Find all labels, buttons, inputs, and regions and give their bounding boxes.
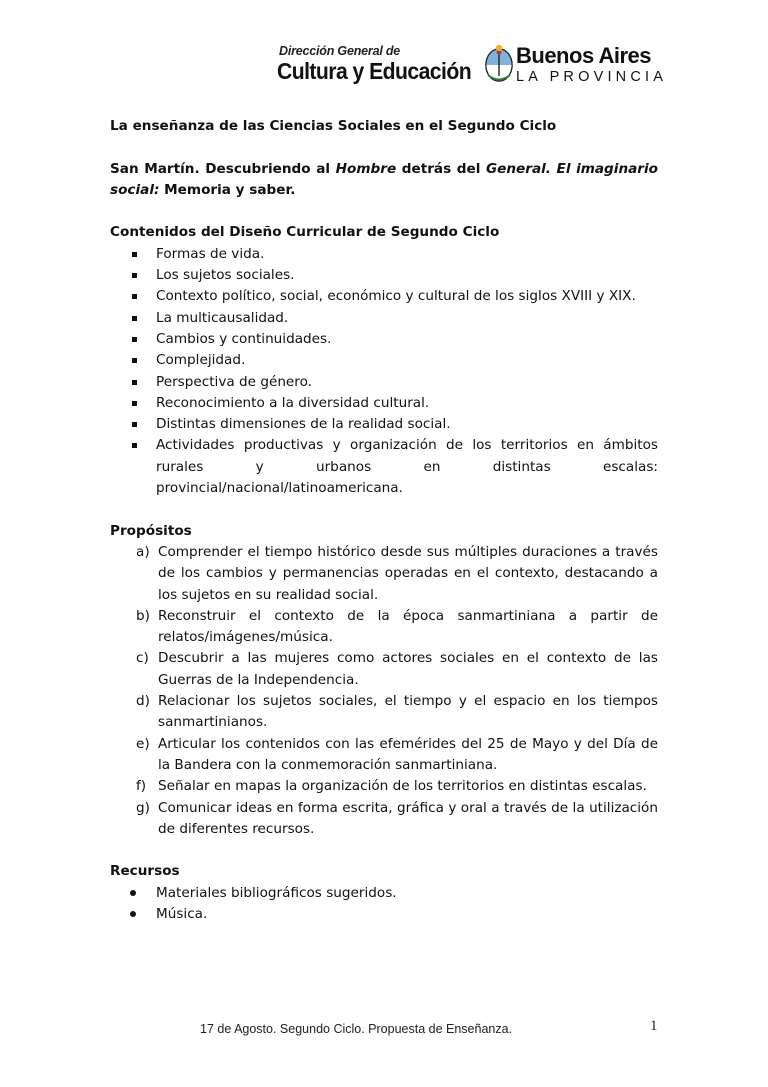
list-item: e) Articular los contenidos con las efemérides del 25 de Mayo y del Día de la Bandera con la conmemoración sanmartiniana. [136,735,658,773]
org-line1: Dirección General de [279,44,401,58]
list-item: Cambios y continuidades. [110,329,658,350]
document-body [110,116,658,925]
list-item: d) Relacionar los sujetos sociales, el tiempo y el espacio en los tiempos sanmartinianos. [136,693,658,731]
prov-line2: LA PROVINCIA [516,69,668,85]
square-bullet-icon [132,443,137,448]
list-item: g) Comunicar ideas en forma escrita, gráfica y oral a través de la utilización de diferentes recursos. [136,799,658,837]
recursos-heading: Recursos [110,863,180,880]
square-bullet-icon [132,252,137,257]
list-item: Contexto político, social, económico y cultural de los siglos XVIII y XIX. [110,286,658,307]
round-bullet-icon [130,890,136,896]
propositos-list [110,542,658,840]
recursos-list [110,883,658,926]
document-title: La enseñanza de las Ciencias Sociales en el Segundo Ciclo [110,118,557,134]
square-bullet-icon [132,294,137,299]
square-bullet-icon [132,401,137,406]
list-item: Actividades productivas y organización de los territorios en ámbitos rurales y urbanos en distintas escalas: provincial/nacional/latinoamericana. [110,435,658,499]
page-footer: 17 de Agosto. Segundo Ciclo. Propuesta de Enseñanza. [200,1022,513,1036]
list-item: Distintas dimensiones de la realidad social. [110,414,658,435]
list-item: Reconocimiento a la diversidad cultural. [110,393,658,414]
list-item: La multicausalidad. [110,308,658,329]
prov-line1: Buenos Aires [516,43,652,68]
subtitle-part-2: Hombre [335,160,397,177]
list-item: f) Señalar en mapas la organización de los territorios en distintas escalas. [136,778,647,795]
page-number: 1 [650,1018,658,1034]
square-bullet-icon [132,273,137,278]
province-emblem-icon [484,44,514,84]
square-bullet-icon [132,358,137,363]
contenidos-heading: Contenidos del Diseño Curricular de Segundo Ciclo [110,224,500,241]
list-item: c) Descubrir a las mujeres como actores sociales en el contexto de las Guerras de la Independencia. [136,650,658,688]
org-line2: Cultura y Educación [277,58,472,84]
list-item: Materiales bibliográficos sugeridos. [110,883,658,904]
propositos-heading: Propósitos [110,522,192,539]
round-bullet-icon [130,911,136,917]
list-item: b) Reconstruir el contexto de la época sanmartiniana a partir de relatos/imágenes/música. [136,607,658,646]
subtitle-part-5: Memoria y saber. [159,181,296,198]
subtitle-part-1: San Martín. Descubriendo al [110,160,336,177]
list-item: Música. [110,904,658,925]
subtitle-part-3: detrás del [396,160,486,177]
square-bullet-icon [132,422,137,427]
list-item: a) Comprender el tiempo histórico desde sus múltiples duraciones a través de los cambios y permanencias operadas en el contexto, destacando a los sujetos en su realidad social. [136,543,658,603]
document-subtitle [110,159,658,202]
square-bullet-icon [132,316,137,321]
direccion-general-logo [277,44,477,89]
square-bullet-icon [132,337,137,342]
list-item: Perspectiva de género. [110,372,658,393]
list-item: Formas de vida. [110,244,658,265]
list-item: Complejidad. [110,350,658,371]
subtitle-part-4: General. El imaginario social: [110,160,659,198]
list-item: Los sujetos sociales. [110,265,658,286]
contenidos-list [110,244,658,500]
square-bullet-icon [132,380,137,385]
buenos-aires-logo [516,44,666,89]
